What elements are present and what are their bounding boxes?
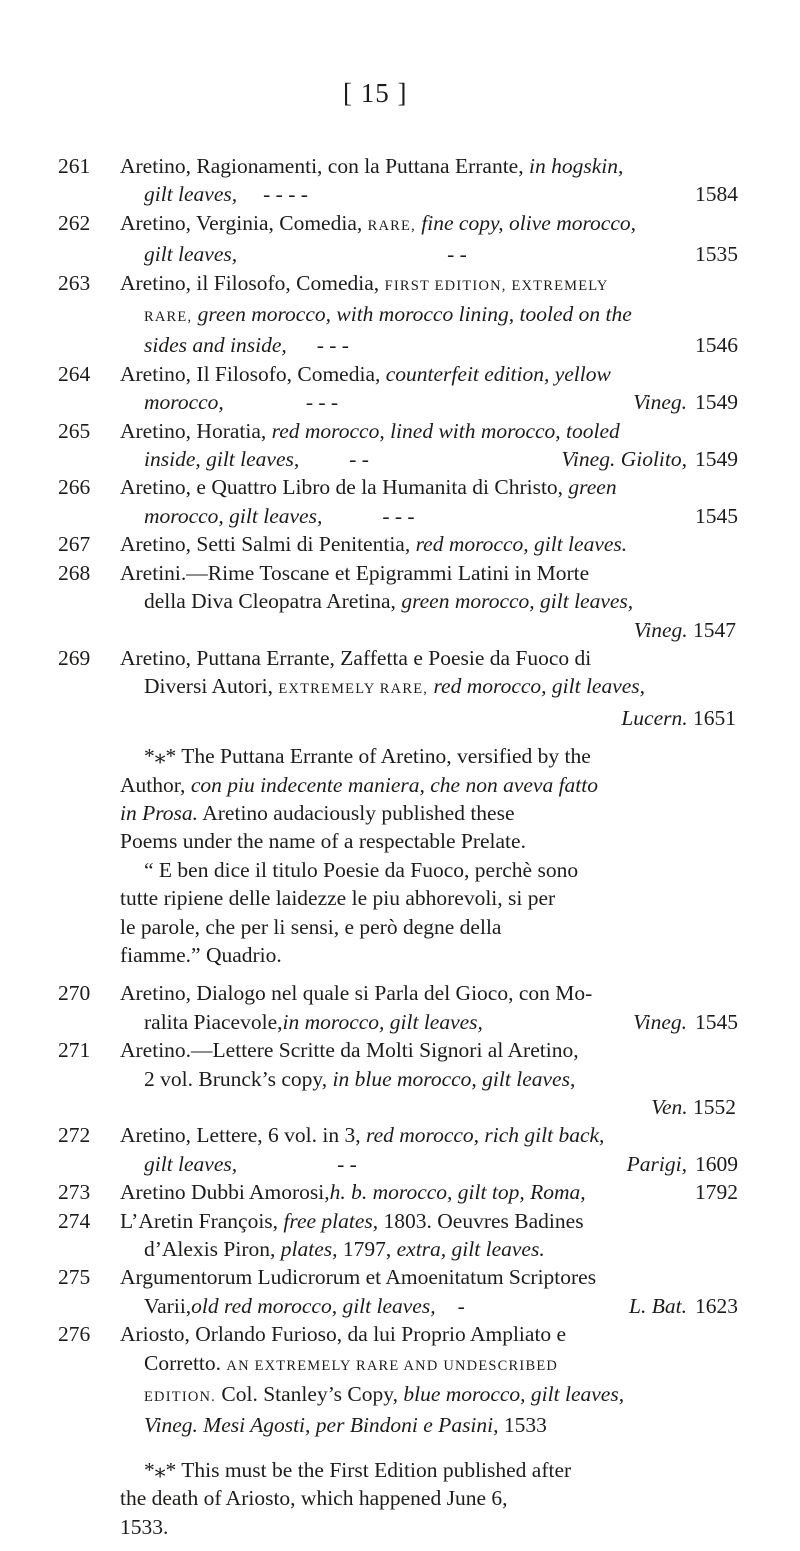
entry-text: ralita Piacevole, bbox=[144, 1009, 283, 1034]
entry-year: 1549 bbox=[695, 390, 738, 415]
entry-binding: green bbox=[568, 475, 617, 500]
entry-274 bbox=[58, 1207, 738, 1264]
entry-year: 1651 bbox=[693, 705, 736, 730]
entry-text: Corretto. bbox=[144, 1350, 227, 1375]
entry-binding: fine copy, olive morocco, bbox=[415, 210, 637, 235]
entry-place: Vineg. bbox=[633, 1009, 687, 1034]
entry-binding: extra, gilt leaves. bbox=[396, 1237, 545, 1262]
entry-268 bbox=[58, 559, 738, 644]
entry-number: 274 bbox=[58, 1208, 91, 1233]
entry-text: Aretino, Ragionamenti, con la Puttana Errante, bbox=[120, 154, 529, 178]
entry-266 bbox=[58, 473, 738, 530]
entry-binding: green morocco, gilt leaves, bbox=[401, 589, 634, 614]
note-line: fiamme.” Quadrio. bbox=[120, 942, 282, 967]
note-line: Poems under the name of a respectable Prelate. bbox=[120, 829, 526, 854]
entry-binding: plates, bbox=[280, 1237, 338, 1262]
entry-rarity: EXTREMELY RARE, bbox=[278, 681, 429, 698]
entry-number: 275 bbox=[58, 1265, 91, 1290]
catalogue-entries bbox=[58, 152, 738, 1551]
entry-binding: red morocco, lined with morocco, tooled bbox=[271, 418, 620, 443]
note-line: le parole, che per li sensi, e però degne della bbox=[120, 914, 502, 939]
entry-place: Vineg. Mesi Agosti, per Bindoni e Pasini, bbox=[144, 1413, 499, 1438]
leader-dashes: - - bbox=[349, 447, 369, 472]
note-line: 1533. bbox=[120, 1514, 169, 1539]
entry-place: Vineg. bbox=[633, 617, 688, 642]
entry-year: 1546 bbox=[695, 333, 738, 358]
entry-text: Aretino, Dialogo nel quale si Parla del Gioco, con Mo- bbox=[120, 981, 593, 1006]
entry-number: 261 bbox=[58, 154, 91, 178]
entry-binding: free plates, bbox=[283, 1208, 379, 1233]
note-line: *⁎* This must be the First Edition published after bbox=[144, 1457, 572, 1482]
entry-number: 268 bbox=[58, 560, 91, 585]
entry-year: 1549 bbox=[695, 447, 738, 472]
entry-text: Aretino, Horatia, bbox=[120, 418, 272, 443]
entry-text: della Diva Cleopatra Aretina, bbox=[144, 589, 402, 614]
entry-number: 269 bbox=[58, 645, 91, 670]
entry-text: Aretino Dubbi Amorosi, bbox=[120, 1180, 330, 1205]
entry-271 bbox=[58, 1036, 738, 1121]
entry-text: Aretino, Puttana Errante, Zaffetta e Poesie da Fuoco di bbox=[120, 645, 592, 670]
note-line: *⁎* The Puttana Errante of Aretino, versified by the bbox=[144, 744, 591, 769]
entry-text: Aretino, Setti Salmi di Penitentia, bbox=[120, 532, 416, 557]
entry-number: 263 bbox=[58, 270, 91, 295]
footnote-ariosto bbox=[58, 1456, 738, 1541]
entry-binding: h. b. morocco, gilt top, Roma, bbox=[329, 1180, 586, 1205]
entry-binding: gilt leaves, bbox=[144, 1151, 238, 1176]
entry-place: Vineg. Giolito, bbox=[561, 447, 687, 472]
entry-year: 1533 bbox=[503, 1413, 547, 1438]
entry-binding: old red morocco, gilt leaves, bbox=[191, 1293, 436, 1318]
entry-binding: in blue morocco, gilt leaves, bbox=[332, 1066, 576, 1091]
entry-year: 1609 bbox=[695, 1151, 738, 1176]
entry-place: Lucern. bbox=[621, 705, 688, 730]
entry-rarity: RARE, bbox=[367, 217, 416, 234]
entry-rarity: AN EXTREMELY RARE AND UNDESCRIBED bbox=[226, 1357, 559, 1374]
entry-year: 1623 bbox=[695, 1293, 738, 1318]
leader-dashes: - - - - bbox=[263, 182, 308, 207]
entry-text: Aretino, e Quattro Libro de la Humanita di Christo, bbox=[120, 475, 569, 500]
note-quote: in Prosa. bbox=[120, 800, 199, 825]
entry-272 bbox=[58, 1121, 738, 1178]
leader-dashes: - - bbox=[447, 242, 467, 267]
page-number: [ 15 ] bbox=[343, 78, 408, 108]
entry-binding: blue morocco, gilt leaves, bbox=[403, 1382, 625, 1407]
entry-year: 1547 bbox=[693, 617, 736, 642]
entry-rarity: FIRST EDITION, EXTREMELY bbox=[384, 277, 609, 294]
entry-binding: in morocco, gilt leaves, bbox=[282, 1009, 483, 1034]
entry-276 bbox=[58, 1320, 738, 1440]
entry-264 bbox=[58, 360, 738, 417]
note-line: the death of Ariosto, which happened June 6, bbox=[120, 1486, 508, 1511]
entry-text: Aretino, Il Filosofo, Comedia, bbox=[120, 361, 386, 386]
entry-place: Parigi, bbox=[626, 1151, 687, 1176]
entry-number: 276 bbox=[58, 1322, 91, 1347]
entry-text: Aretino, Verginia, Comedia, bbox=[120, 210, 368, 235]
entry-binding: gilt leaves, bbox=[144, 182, 238, 207]
entry-binding: counterfeit edition, yellow bbox=[385, 361, 611, 386]
entry-year: 1584 bbox=[695, 182, 738, 207]
entry-text: Diversi Autori, bbox=[144, 674, 279, 699]
entry-text: d’Alexis Piron, bbox=[144, 1237, 281, 1262]
entry-text: Aretino.—Lettere Scritte da Molti Signori al Aretino, bbox=[120, 1038, 579, 1063]
entry-place: Vineg. bbox=[633, 390, 687, 415]
entry-number: 266 bbox=[58, 475, 91, 500]
entry-267 bbox=[58, 530, 738, 558]
entry-number: 264 bbox=[58, 361, 91, 386]
leader-dashes: - bbox=[457, 1293, 465, 1318]
note-line: “ E ben dice il titulo Poesie da Fuoco, perchè sono bbox=[144, 857, 579, 882]
entry-year: 1535 bbox=[695, 242, 738, 267]
entry-binding: morocco, gilt leaves, bbox=[144, 503, 323, 528]
entry-year: 1552 bbox=[693, 1095, 736, 1119]
footnote-puttana bbox=[58, 742, 738, 969]
entry-269 bbox=[58, 644, 738, 732]
leader-dashes: - - - bbox=[382, 503, 415, 528]
entry-place: L. Bat. bbox=[629, 1293, 687, 1318]
entry-binding: morocco, bbox=[144, 390, 224, 415]
entry-year: 1797, bbox=[337, 1237, 397, 1262]
entry-text: Aretino, il Filosofo, Comedia, bbox=[120, 270, 385, 295]
entry-year: 1545 bbox=[695, 503, 738, 528]
entry-year: 1545 bbox=[695, 1009, 738, 1034]
entry-text: Aretino, Lettere, 6 vol. in 3, bbox=[120, 1123, 366, 1148]
entry-262 bbox=[58, 209, 738, 269]
entry-binding: sides and inside, bbox=[144, 333, 287, 358]
entry-number: 265 bbox=[58, 418, 91, 443]
entry-number: 271 bbox=[58, 1038, 91, 1063]
entry-number: 270 bbox=[58, 981, 91, 1006]
entry-number: 273 bbox=[58, 1180, 91, 1205]
entry-text: Aretini.—Rime Toscane et Epigrammi Latini in Morte bbox=[120, 560, 590, 585]
entry-text: 1803. Oeuvres Badines bbox=[378, 1208, 584, 1233]
entry-binding: in hogskin, bbox=[528, 154, 624, 178]
entry-text: Ariosto, Orlando Furioso, da lui Proprio Ampliato e bbox=[120, 1322, 567, 1347]
leader-dashes: - - - bbox=[305, 390, 339, 415]
entry-year: 1792 bbox=[695, 1180, 738, 1205]
entry-number: 272 bbox=[58, 1123, 91, 1148]
entry-text: Argumentorum Ludicrorum et Amoenitatum Scriptores bbox=[120, 1265, 597, 1290]
entry-265 bbox=[58, 417, 738, 474]
entry-273 bbox=[58, 1178, 738, 1206]
entry-binding: red morocco, gilt leaves. bbox=[415, 532, 628, 557]
entry-text: 2 vol. Brunck’s copy, bbox=[144, 1066, 333, 1091]
entry-rarity: RARE, bbox=[144, 309, 193, 326]
entry-text: Col. Stanley’s Copy, bbox=[216, 1382, 404, 1407]
entry-number: 267 bbox=[58, 532, 91, 557]
leader-dashes: - - bbox=[337, 1151, 357, 1176]
note-line: Author, bbox=[120, 772, 191, 797]
entry-text: Varii, bbox=[144, 1293, 192, 1318]
entry-270 bbox=[58, 979, 738, 1036]
entry-binding: inside, gilt leaves, bbox=[144, 447, 300, 472]
entry-binding: red morocco, gilt leaves, bbox=[428, 674, 646, 699]
leader-dashes: - - - bbox=[316, 333, 349, 358]
entry-binding: green morocco, with morocco lining, tooled on the bbox=[192, 302, 632, 327]
entry-275 bbox=[58, 1263, 738, 1320]
entry-number: 262 bbox=[58, 210, 91, 235]
note-quote: con piu indecente maniera, che non aveva fatto bbox=[190, 772, 598, 797]
entry-rarity: EDITION. bbox=[144, 1389, 217, 1406]
note-line: tutte ripiene delle laidezze le piu abhorevoli, si per bbox=[120, 886, 556, 911]
entry-place: Ven. bbox=[651, 1095, 688, 1119]
entry-text: L’Aretin François, bbox=[120, 1208, 284, 1233]
entry-binding: red morocco, rich gilt back, bbox=[366, 1123, 605, 1148]
entry-binding: gilt leaves, bbox=[144, 242, 238, 267]
entry-261 bbox=[58, 152, 738, 209]
entry-263 bbox=[58, 269, 738, 360]
note-line: Aretino audaciously published these bbox=[198, 800, 515, 825]
